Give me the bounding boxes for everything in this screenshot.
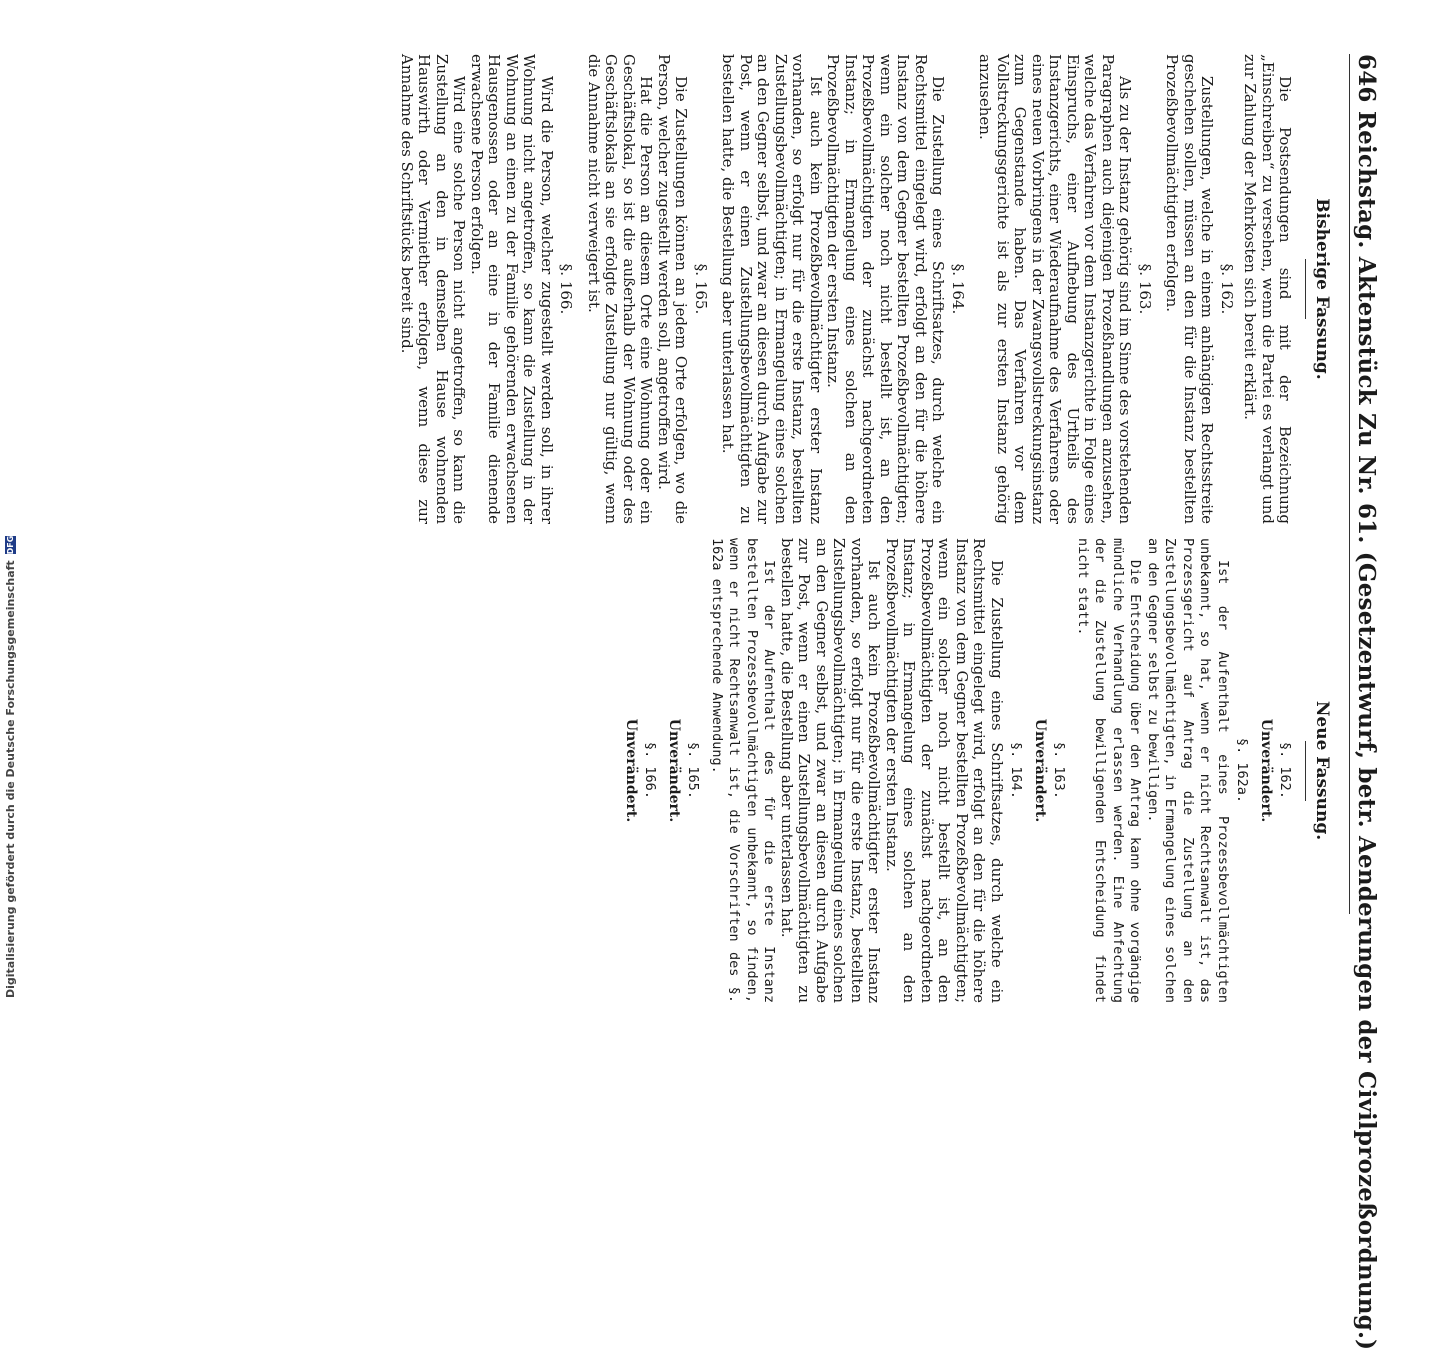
page-header: 646 Reichstag. Aktenstück Zu Nr. 61. (Gesetzentwurf, betr. Aenderungen der Civilprozeßordnung.) [1353,54,1380,1350]
left-section-paragraph: Die Zustellung eines Schriftsatzes, durch welche ein Rechtsmittel eingelegt wird, erfolgt an den für die höhere Instanz von dem Gegner bestellten Prozeßbevollmächtigten; wenn ein solcher noch nicht bestellt ist, an den Prozeßbevollmächtigten der zunächst nachgeordneten Instanz; in Ermangelung eines solchen an den Prozeßbevollmächtigten der ersten Instanz. [824,54,948,524]
right-section-paragraph: Ist der Aufenthalt des für die erste Instanz bestellten Prozessbevollmächtigten unbekannt, so finden, wenn er nicht Rechtsanwalt ist, die Vorschriften des §. 162a entsprechende Anwendung. [709,538,778,1003]
right-section-title: §. 162. [1277,742,1294,799]
left-section-paragraph: Wird eine solche Person nicht angetroffen, so kann die Zustellung an den in demselben Hause wohnenden Hauswirth oder Vermiether erfolgen, wenn diese zur Annahme des Schriftstücks bereit sind. [398,54,469,524]
right-column-heading: Neue Fassung. [1312,700,1332,841]
left-section-title: §. 165. [692,263,710,315]
dfg-logo-icon: DFG [6,535,15,555]
left-section-title: §. 164. [949,263,967,315]
left-column-heading: Bisherige Fassung. [1312,198,1332,380]
credit-text: Digitalisierung gefördert durch die Deutsche Forschungsgemeinschaft [4,560,17,998]
right-column [618,538,1347,1003]
header-rule [1349,54,1350,914]
right-section-title: §. 165. [685,742,702,799]
right-section-title: §. 164. [1008,742,1025,799]
left-column [398,54,1347,524]
left-section-paragraph: Ist auch kein Prozeßbevollmächtigter erster Instanz vorhanden, so erfolgt nur für die erste Instanz, bestellten Zustellungsbevollmächtigten; in Ermangelung eines solchen an den Gegner selbst, und zwar an diesen durch Aufgabe zur Post, wenn er einen Zustellungsbevollmächtigten zu bestellen hatte, die Bestellung aber unterlassen hat. [719,54,825,524]
left-section-title: §. 166. [557,263,576,315]
left-section-title: §. 162. [1218,263,1236,315]
left-section-paragraph: Hat die Person an diesem Orte eine Wohnung oder ein Geschäftslokal, so ist die außerhalb der Wohnung oder des Geschäftslokals an sie erfolgte Zustellung nur gültig, wenn die Annahme nicht verweigert ist. [585,54,656,524]
right-section-paragraph: Ist auch kein Prozeßbevollmächtigter erster Instanz vorhanden, so erfolgt nur für die erste Instanz, bestellten Zustellungsbevollmächtigten; in Ermangelung eines solchen an den Gegner selbst, und zwar an diesen durch Aufgabe zur Post, wenn er einen Zustellungsbevollmächtigten zu bestellen hatte, die Bestellung aber unterlassen hat. [778,538,884,1003]
unchanged-note: Unverändert. [1032,718,1048,823]
right-section-paragraph: Die Zustellung eines Schriftsatzes, durch welche ein Rechtsmittel eingelegt wird, erfolgt an den für die höhere Instanz von dem Gegner bestellten Prozeßbevollmächtigten; wenn ein solcher noch nicht bestellt ist, an den Prozeßbevollmächtigten der zunächst nachgeordneten Instanz; in Ermangelung eines solchen an den Prozeßbevollmächtigten der ersten Instanz. [883,538,1006,1003]
unchanged-note: Unverändert. [623,718,639,823]
unchanged-note: Unverändert. [666,718,682,823]
right-heading-rule [1306,741,1307,801]
right-section-title: §. 163. [1051,742,1068,799]
left-section-paragraph: Wird die Person, welcher zugestellt werden soll, in ihrer Wohnung nicht angetroffen, so kann die Zustellung in der Wohnung an einen zu der Familie gehörenden erwachsenen Hausgenossen oder an eine in der Familie dienende erwachsene Person erfolgen. [468,54,556,524]
left-section-paragraph: Zustellungen, welche in einem anhängigen Rechtsstreite geschehen sollen, müssen an den für die Instanz bestellten Prozeßbevollmächtigten erfolgen. [1163,54,1217,524]
left-section-paragraph: Als zu der Instanz gehörig sind im Sinne des vorstehenden Paragraphen auch diejenigen Prozeßhandlungen anzusehen, welche das Verfahren vor dem Instanzgerichte in Folge eines Einspruchs, einer Aufhebung des Urtheils des Instanzgerichts, einer Wiederaufnahme des Verfahrens oder eines neuen Vorbringens in der Zwangsvollstreckungsinstanz zum Gegenstande haben. Das Verfahren vor dem Vollstreckungsgerichte ist als zur ersten Instanz gehörig anzusehen. [976,54,1135,524]
right-section-title: §. 166. [642,742,659,799]
left-heading-rule [1306,259,1307,319]
left-intro-paragraph: Die Postsendungen sind mit der Bezeichnung „Einschreiben“ zu versehen, wenn die Partei es verlangt und zur Zahlung der Mehrkosten sich bereit erklärt. [1241,54,1295,524]
unchanged-note: Unverändert. [1258,718,1274,823]
right-section-paragraph: Ist der Aufenthalt eines Prozessbevollmächtigten unbekannt, so hat, wenn er nicht Rechtsanwalt ist, das Prozessgericht auf Antrag die Zustellung an den Zustellungsbevollmächtigten, in Ermangelung eines solchen an den Gegner selbst zu bewilligen. [1145,538,1231,1003]
digitization-credit [4,4,17,998]
right-section-title: §. 162a. [1234,737,1251,804]
left-section-title: §. 163. [1136,263,1154,315]
right-section-paragraph: Die Entscheidung über den Antrag kann ohne vorgängige mündliche Verhandlung erlassen werden. Eine Anfechtung der die Zustellung bewilligenden Entscheidung findet nicht statt. [1075,538,1144,1003]
left-section-paragraph: Die Zustellungen können an jedem Orte erfolgen, wo die Person, welcher zugestellt werden soll, angetroffen wird. [655,54,691,524]
